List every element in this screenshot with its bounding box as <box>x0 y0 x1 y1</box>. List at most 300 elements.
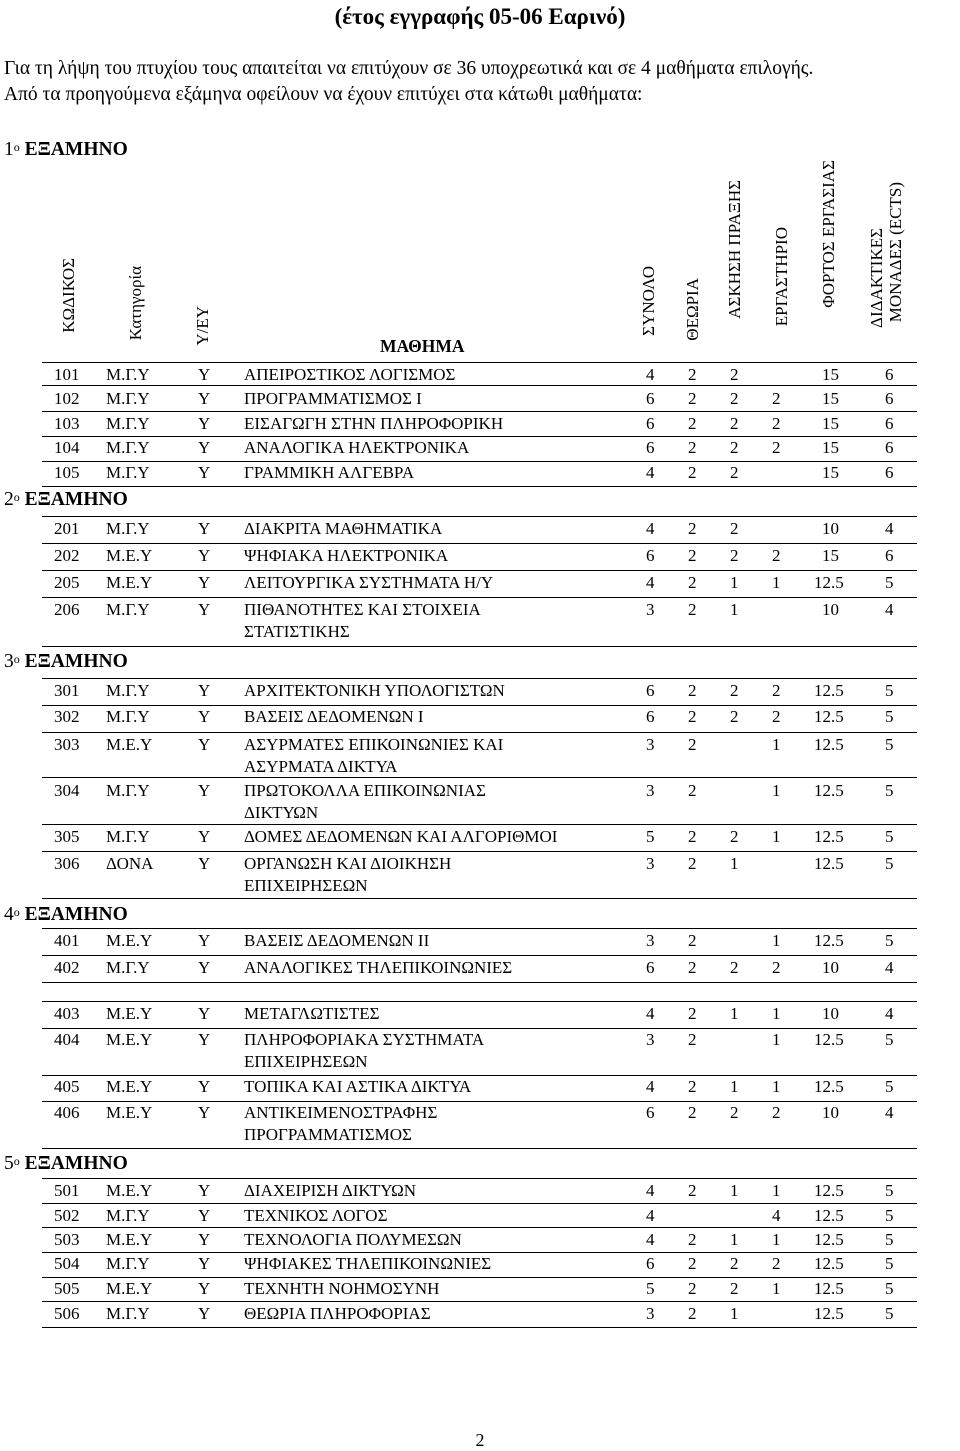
table-rule <box>42 436 917 437</box>
practice-hours: 2 <box>730 365 739 384</box>
theory-hours: 2 <box>688 827 697 846</box>
total-hours: 6 <box>646 707 655 726</box>
course-category: Μ.Γ.Υ <box>106 389 150 408</box>
theory-hours: 2 <box>688 365 697 384</box>
workload: 12.5 <box>814 573 844 592</box>
course-name: ΠΙΘΑΝΟΤΗΤΕΣ ΚΑΙ ΣΤΟΙΧΕΙΑ <box>244 600 481 619</box>
semester-label: ΕΞΑΜΗΝΟ <box>24 489 128 510</box>
ects: 5 <box>885 735 894 754</box>
table-rule <box>42 461 917 462</box>
semester-sup: ο <box>13 490 20 504</box>
course-name: ΘΕΩΡΙΑ ΠΛΗΡΟΦΟΡΙΑΣ <box>244 1304 431 1323</box>
course-name: ΓΡΑΜΜΙΚΗ ΑΛΓΕΒΡΑ <box>244 463 415 482</box>
ects: 4 <box>885 519 894 538</box>
course-category: Μ.Γ.Υ <box>106 463 150 482</box>
total-hours: 4 <box>646 463 655 482</box>
lab-hours: 2 <box>772 438 781 457</box>
table-rule <box>42 982 917 983</box>
table-rule <box>42 1327 917 1328</box>
course-code: 406 <box>54 1103 80 1122</box>
course-category: Μ.Γ.Υ <box>106 707 150 726</box>
header-workload: ΦΟΡΤΟΣ ΕΡΓΑΣΙΑΣ <box>819 160 838 308</box>
practice-hours: 2 <box>730 389 739 408</box>
practice-hours: 1 <box>730 854 739 873</box>
course-name: ΑΠΕΙΡΟΣΤΙΚΟΣ ΛΟΓΙΣΜΟΣ <box>244 365 456 384</box>
semester-2-heading <box>4 488 128 512</box>
course-name: ΜΕΤΑΓΛΩΤΙΣΤΕΣ <box>244 1004 380 1023</box>
semester-label: ΕΞΑΜΗΝΟ <box>24 1153 128 1174</box>
course-category: Μ.Ε.Υ <box>106 931 153 950</box>
course-type: Υ <box>198 781 211 800</box>
table-rule <box>42 955 917 956</box>
practice-hours: 2 <box>730 707 739 726</box>
workload: 12.5 <box>814 827 844 846</box>
intro-line-2: Από τα προηγούμενα εξάμηνα οφείλουν να έχουν επιτύχει στα κάτωθι μαθήματα: <box>4 84 643 105</box>
table-rule <box>42 1277 917 1278</box>
table-rule <box>42 898 917 899</box>
header-category: Κατηγορία <box>126 266 145 341</box>
practice-hours: 1 <box>730 573 739 592</box>
course-name: ΔΟΜΕΣ ΔΕΔΟΜΕΝΩΝ ΚΑΙ ΑΛΓΟΡΙΘΜΟΙ <box>244 827 558 846</box>
workload: 10 <box>822 600 839 619</box>
table-rule <box>42 486 917 487</box>
lab-hours: 1 <box>772 781 781 800</box>
lab-hours: 2 <box>772 546 781 565</box>
semester-number: 1 <box>4 139 14 160</box>
workload: 12.5 <box>814 854 844 873</box>
theory-hours: 2 <box>688 958 697 977</box>
course-name: ΒΑΣΕΙΣ ΔΕΔΟΜΕΝΩΝ Ι <box>244 707 424 726</box>
ects: 5 <box>885 854 894 873</box>
course-category: Μ.Γ.Υ <box>106 958 150 977</box>
theory-hours: 2 <box>688 519 697 538</box>
table-rule <box>42 1101 917 1102</box>
header-total: ΣΥΝΟΛΟ <box>639 266 658 336</box>
course-name-line2: ΣΤΑΤΙΣΤΙΚΗΣ <box>244 622 350 641</box>
table-rule <box>42 678 917 679</box>
practice-hours: 1 <box>730 600 739 619</box>
lab-hours: 1 <box>772 1279 781 1298</box>
theory-hours: 2 <box>688 1181 697 1200</box>
theory-hours: 2 <box>688 1230 697 1249</box>
lab-hours: 1 <box>772 1181 781 1200</box>
table-header <box>0 0 960 362</box>
course-code: 306 <box>54 854 80 873</box>
table-rule <box>42 732 917 733</box>
course-category: Μ.Ε.Υ <box>106 1103 153 1122</box>
workload: 10 <box>822 958 839 977</box>
practice-hours: 2 <box>730 1279 739 1298</box>
theory-hours: 2 <box>688 573 697 592</box>
course-category: Μ.Ε.Υ <box>106 546 153 565</box>
course-category: Μ.Ε.Υ <box>106 1230 153 1249</box>
table-rule <box>42 851 917 852</box>
course-code: 401 <box>54 931 80 950</box>
theory-hours: 2 <box>688 600 697 619</box>
lab-hours: 1 <box>772 1004 781 1023</box>
course-name: ΨΗΦΙΑΚΑ ΗΛΕΚΤΡΟΝΙΚΑ <box>244 546 449 565</box>
course-type: Υ <box>198 1230 211 1249</box>
ects: 5 <box>885 1230 894 1249</box>
course-code: 505 <box>54 1279 80 1298</box>
course-name: ΨΗΦΙΑΚΕΣ ΤΗΛΕΠΙΚΟΙΝΩΝΙΕΣ <box>244 1254 492 1273</box>
course-name: ΕΙΣΑΓΩΓΗ ΣΤΗΝ ΠΛΗΡΟΦΟΡΙΚΗ <box>244 414 504 433</box>
table-rule <box>42 597 917 598</box>
course-name: ΠΡΩΤΟΚΟΛΛΑ ΕΠΙΚΟΙΝΩΝΙΑΣ <box>244 781 486 800</box>
theory-hours: 2 <box>688 781 697 800</box>
table-rule <box>42 646 917 647</box>
course-name: ΤΕΧΝΟΛΟΓΙΑ ΠΟΛΥΜΕΣΩΝ <box>244 1230 462 1249</box>
workload: 12.5 <box>814 1206 844 1225</box>
course-category: Μ.Γ.Υ <box>106 414 150 433</box>
practice-hours: 1 <box>730 1077 739 1096</box>
table-rule <box>42 777 917 778</box>
course-type: Υ <box>198 1004 211 1023</box>
practice-hours: 1 <box>730 1230 739 1249</box>
course-type: Υ <box>198 1030 211 1049</box>
course-category: Μ.Ε.Υ <box>106 573 153 592</box>
table-rule <box>42 1301 917 1302</box>
ects: 4 <box>885 1004 894 1023</box>
course-name: ΔΙΑΚΡΙΤΑ ΜΑΘΗΜΑΤΙΚΑ <box>244 519 443 538</box>
ects: 4 <box>885 600 894 619</box>
workload: 10 <box>822 1004 839 1023</box>
table-rule <box>42 385 917 386</box>
course-code: 304 <box>54 781 80 800</box>
theory-hours: 2 <box>688 546 697 565</box>
course-category: Μ.Ε.Υ <box>106 1030 153 1049</box>
ects: 6 <box>885 389 894 408</box>
total-hours: 4 <box>646 1004 655 1023</box>
ects: 5 <box>885 1304 894 1323</box>
course-name: ΒΑΣΕΙΣ ΔΕΔΟΜΕΝΩΝ ΙΙ <box>244 931 430 950</box>
course-category: Μ.Γ.Υ <box>106 600 150 619</box>
course-name: ΟΡΓΑΝΩΣΗ ΚΑΙ ΔΙΟΙΚΗΣΗ <box>244 854 452 873</box>
course-code: 104 <box>54 438 80 457</box>
course-type: Υ <box>198 931 211 950</box>
course-name: ΑΝΤΙΚΕΙΜΕΝΟΣΤΡΑΦΗΣ <box>244 1103 438 1122</box>
workload: 12.5 <box>814 1230 844 1249</box>
course-category: Μ.Γ.Υ <box>106 1304 150 1323</box>
semester-sup: ο <box>13 652 20 666</box>
lab-hours: 1 <box>772 1077 781 1096</box>
course-name-line2: ΕΠΙΧΕΙΡΗΣΕΩΝ <box>244 1052 368 1071</box>
lab-hours: 2 <box>772 389 781 408</box>
workload: 12.5 <box>814 1181 844 1200</box>
semester-number: 2 <box>4 489 14 510</box>
course-category: Μ.Γ.Υ <box>106 827 150 846</box>
course-category: Μ.Γ.Υ <box>106 681 150 700</box>
workload: 15 <box>822 389 839 408</box>
course-name: ΑΝΑΛΟΓΙΚΕΣ ΤΗΛΕΠΙΚΟΙΝΩΝΙΕΣ <box>244 958 513 977</box>
workload: 12.5 <box>814 1077 844 1096</box>
total-hours: 3 <box>646 735 655 754</box>
course-name: ΠΡΟΓΡΑΜΜΑΤΙΣΜΟΣ Ι <box>244 389 422 408</box>
course-name-line2: ΑΣΥΡΜΑΤΑ ΔΙΚΤΥΑ <box>244 757 398 776</box>
semester-3-heading <box>4 650 128 674</box>
course-code: 504 <box>54 1254 80 1273</box>
workload: 10 <box>822 519 839 538</box>
course-type: Υ <box>198 854 211 873</box>
table-rule <box>42 411 917 412</box>
ects: 5 <box>885 1279 894 1298</box>
ects: 6 <box>885 438 894 457</box>
workload: 12.5 <box>814 1254 844 1273</box>
theory-hours: 2 <box>688 463 697 482</box>
course-category: Μ.Γ.Υ <box>106 438 150 457</box>
course-type: Υ <box>198 827 211 846</box>
course-category: Μ.Γ.Υ <box>106 365 150 384</box>
course-code: 202 <box>54 546 80 565</box>
total-hours: 4 <box>646 1230 655 1249</box>
workload: 15 <box>822 438 839 457</box>
course-code: 305 <box>54 827 80 846</box>
semester-number: 3 <box>4 651 14 672</box>
ects: 5 <box>885 1181 894 1200</box>
total-hours: 3 <box>646 1304 655 1323</box>
course-code: 404 <box>54 1030 80 1049</box>
workload: 15 <box>822 365 839 384</box>
page-title: (έτος εγγραφής 05-06 Εαρινό) <box>334 4 626 29</box>
lab-hours: 2 <box>772 707 781 726</box>
course-name: ΤΕΧΝΙΚΟΣ ΛΟΓΟΣ <box>244 1206 388 1225</box>
total-hours: 6 <box>646 1254 655 1273</box>
course-type: Υ <box>198 546 211 565</box>
course-code: 506 <box>54 1304 80 1323</box>
total-hours: 6 <box>646 681 655 700</box>
semester-sup: ο <box>13 140 20 154</box>
table-rule <box>42 1148 917 1149</box>
header-practice: ΑΣΚΗΣΗ ΠΡΑΞΗΣ <box>725 180 744 319</box>
header-type: Υ/ΕΥ <box>193 306 212 346</box>
lab-hours: 4 <box>772 1206 781 1225</box>
course-name-line2: ΕΠΙΧΕΙΡΗΣΕΩΝ <box>244 876 368 895</box>
theory-hours: 2 <box>688 414 697 433</box>
course-name: ΑΝΑΛΟΓΙΚΑ ΗΛΕΚΤΡΟΝΙΚΑ <box>244 438 470 457</box>
course-type: Υ <box>198 519 211 538</box>
lab-hours: 2 <box>772 681 781 700</box>
semester-label: ΕΞΑΜΗΝΟ <box>24 651 128 672</box>
course-code: 302 <box>54 707 80 726</box>
workload: 15 <box>822 463 839 482</box>
theory-hours: 2 <box>688 735 697 754</box>
semester-sup: ο <box>13 905 20 919</box>
practice-hours: 2 <box>730 827 739 846</box>
course-type: Υ <box>198 365 211 384</box>
course-category: ΔΟΝΑ <box>106 854 154 873</box>
header-ects-line2: ΜΟΝΑΔΕΣ (ECTS) <box>886 182 905 323</box>
table-rule <box>42 824 917 825</box>
theory-hours: 2 <box>688 1030 697 1049</box>
course-category: Μ.Ε.Υ <box>106 1004 153 1023</box>
practice-hours: 2 <box>730 958 739 977</box>
course-category: Μ.Γ.Υ <box>106 519 150 538</box>
workload: 12.5 <box>814 931 844 950</box>
header-code: ΚΩΔΙΚΟΣ <box>59 258 78 333</box>
course-name: ΛΕΙΤΟΥΡΓΙΚΑ ΣΥΣΤΗΜΑΤΑ Η/Υ <box>244 573 494 592</box>
table-rule <box>42 1203 917 1204</box>
workload: 12.5 <box>814 681 844 700</box>
practice-hours: 2 <box>730 463 739 482</box>
lab-hours: 1 <box>772 827 781 846</box>
course-type: Υ <box>198 1077 211 1096</box>
ects: 5 <box>885 1077 894 1096</box>
ects: 5 <box>885 707 894 726</box>
total-hours: 6 <box>646 1103 655 1122</box>
lab-hours: 2 <box>772 1103 781 1122</box>
table-rule <box>42 705 917 706</box>
theory-hours: 2 <box>688 1254 697 1273</box>
workload: 15 <box>822 414 839 433</box>
practice-hours: 2 <box>730 519 739 538</box>
course-type: Υ <box>198 1279 211 1298</box>
course-name: ΑΡΧΙΤΕΚΤΟΝΙΚΗ ΥΠΟΛΟΓΙΣΤΩΝ <box>244 681 505 700</box>
course-type: Υ <box>198 573 211 592</box>
total-hours: 3 <box>646 781 655 800</box>
semester-5-heading <box>4 1152 128 1176</box>
workload: 12.5 <box>814 1304 844 1323</box>
ects: 5 <box>885 681 894 700</box>
course-name: ΠΛΗΡΟΦΟΡΙΑΚΑ ΣΥΣΤΗΜΑΤΑ <box>244 1030 485 1049</box>
course-type: Υ <box>198 389 211 408</box>
theory-hours: 2 <box>688 931 697 950</box>
course-type: Υ <box>198 958 211 977</box>
header-lab: ΕΡΓΑΣΤΗΡΙΟ <box>772 227 791 327</box>
lab-hours: 1 <box>772 573 781 592</box>
total-hours: 4 <box>646 1206 655 1225</box>
total-hours: 6 <box>646 546 655 565</box>
course-type: Υ <box>198 463 211 482</box>
practice-hours: 1 <box>730 1304 739 1323</box>
total-hours: 4 <box>646 1181 655 1200</box>
workload: 10 <box>822 1103 839 1122</box>
table-rule <box>42 570 917 571</box>
table-rule <box>42 362 917 363</box>
course-category: Μ.Ε.Υ <box>106 1077 153 1096</box>
ects: 6 <box>885 414 894 433</box>
total-hours: 6 <box>646 438 655 457</box>
total-hours: 5 <box>646 827 655 846</box>
intro-line-1: Για τη λήψη του πτυχίου τους απαιτείται να επιτύχουν σε 36 υποχρεωτικά και σε 4 μαθήματα επιλογής. <box>4 58 814 79</box>
course-name: ΔΙΑΧΕΙΡΙΣΗ ΔΙΚΤΥΩΝ <box>244 1181 416 1200</box>
theory-hours: 2 <box>688 389 697 408</box>
course-name: ΑΣΥΡΜΑΤΕΣ ΕΠΙΚΟΙΝΩΝΙΕΣ ΚΑΙ <box>244 735 504 754</box>
page-number: 2 <box>475 1430 485 1450</box>
course-code: 102 <box>54 389 80 408</box>
table-rule <box>42 1001 917 1002</box>
course-code: 502 <box>54 1206 80 1225</box>
ects: 6 <box>885 463 894 482</box>
theory-hours: 2 <box>688 854 697 873</box>
course-category: Μ.Ε.Υ <box>106 1279 153 1298</box>
lab-hours: 2 <box>772 958 781 977</box>
course-name-line2: ΔΙΚΤΥΩΝ <box>244 803 319 822</box>
semester-sup: ο <box>13 1154 20 1168</box>
ects: 4 <box>885 958 894 977</box>
course-name-line2: ΠΡΟΓΡΑΜΜΑΤΙΣΜΟΣ <box>244 1125 412 1144</box>
course-code: 105 <box>54 463 80 482</box>
table-rule <box>42 1178 917 1179</box>
table-rule <box>42 1075 917 1076</box>
theory-hours: 2 <box>688 681 697 700</box>
table-rule <box>42 1227 917 1228</box>
total-hours: 3 <box>646 931 655 950</box>
course-code: 206 <box>54 600 80 619</box>
course-category: Μ.Ε.Υ <box>106 1181 153 1200</box>
total-hours: 4 <box>646 573 655 592</box>
course-category: Μ.Γ.Υ <box>106 1206 150 1225</box>
course-category: Μ.Γ.Υ <box>106 781 150 800</box>
theory-hours: 2 <box>688 1103 697 1122</box>
course-code: 201 <box>54 519 80 538</box>
practice-hours: 1 <box>730 1181 739 1200</box>
total-hours: 4 <box>646 1077 655 1096</box>
ects: 5 <box>885 1030 894 1049</box>
workload: 12.5 <box>814 1279 844 1298</box>
header-course: ΜΑΘΗΜΑ <box>380 336 465 356</box>
workload: 12.5 <box>814 707 844 726</box>
lab-hours: 1 <box>772 1030 781 1049</box>
course-type: Υ <box>198 1103 211 1122</box>
table-rule <box>42 543 917 544</box>
ects: 5 <box>885 573 894 592</box>
header-theory: ΘΕΩΡΙΑ <box>683 278 702 341</box>
course-code: 403 <box>54 1004 80 1023</box>
practice-hours: 2 <box>730 1103 739 1122</box>
theory-hours: 2 <box>688 707 697 726</box>
semester-number: 5 <box>4 1153 14 1174</box>
lab-hours: 1 <box>772 1230 781 1249</box>
course-code: 205 <box>54 573 80 592</box>
practice-hours: 2 <box>730 1254 739 1273</box>
course-type: Υ <box>198 1181 211 1200</box>
header-ects-line1: ΔΙΔΑΚΤΙΚΕΣ <box>867 228 886 328</box>
ects: 5 <box>885 1206 894 1225</box>
total-hours: 3 <box>646 854 655 873</box>
theory-hours: 2 <box>688 438 697 457</box>
total-hours: 3 <box>646 1030 655 1049</box>
workload: 12.5 <box>814 781 844 800</box>
course-name: ΤΕΧΝΗΤΗ ΝΟΗΜΟΣΥΝΗ <box>244 1279 440 1298</box>
workload: 15 <box>822 546 839 565</box>
total-hours: 6 <box>646 414 655 433</box>
course-type: Υ <box>198 438 211 457</box>
semester-label: ΕΞΑΜΗΝΟ <box>24 139 128 160</box>
theory-hours: 2 <box>688 1279 697 1298</box>
total-hours: 3 <box>646 600 655 619</box>
course-code: 402 <box>54 958 80 977</box>
semester-label: ΕΞΑΜΗΝΟ <box>24 904 128 925</box>
total-hours: 5 <box>646 1279 655 1298</box>
practice-hours: 2 <box>730 414 739 433</box>
course-name: ΤΟΠΙΚΑ ΚΑΙ ΑΣΤΙΚΑ ΔΙΚΤΥΑ <box>244 1077 472 1096</box>
course-code: 101 <box>54 365 80 384</box>
workload: 12.5 <box>814 735 844 754</box>
course-code: 303 <box>54 735 80 754</box>
ects: 6 <box>885 365 894 384</box>
ects: 6 <box>885 546 894 565</box>
ects: 5 <box>885 781 894 800</box>
course-category: Μ.Γ.Υ <box>106 1254 150 1273</box>
semester-4-heading <box>4 903 128 927</box>
course-code: 503 <box>54 1230 80 1249</box>
theory-hours: 2 <box>688 1004 697 1023</box>
course-type: Υ <box>198 681 211 700</box>
course-code: 301 <box>54 681 80 700</box>
course-type: Υ <box>198 1304 211 1323</box>
course-type: Υ <box>198 707 211 726</box>
semester-number: 4 <box>4 904 14 925</box>
